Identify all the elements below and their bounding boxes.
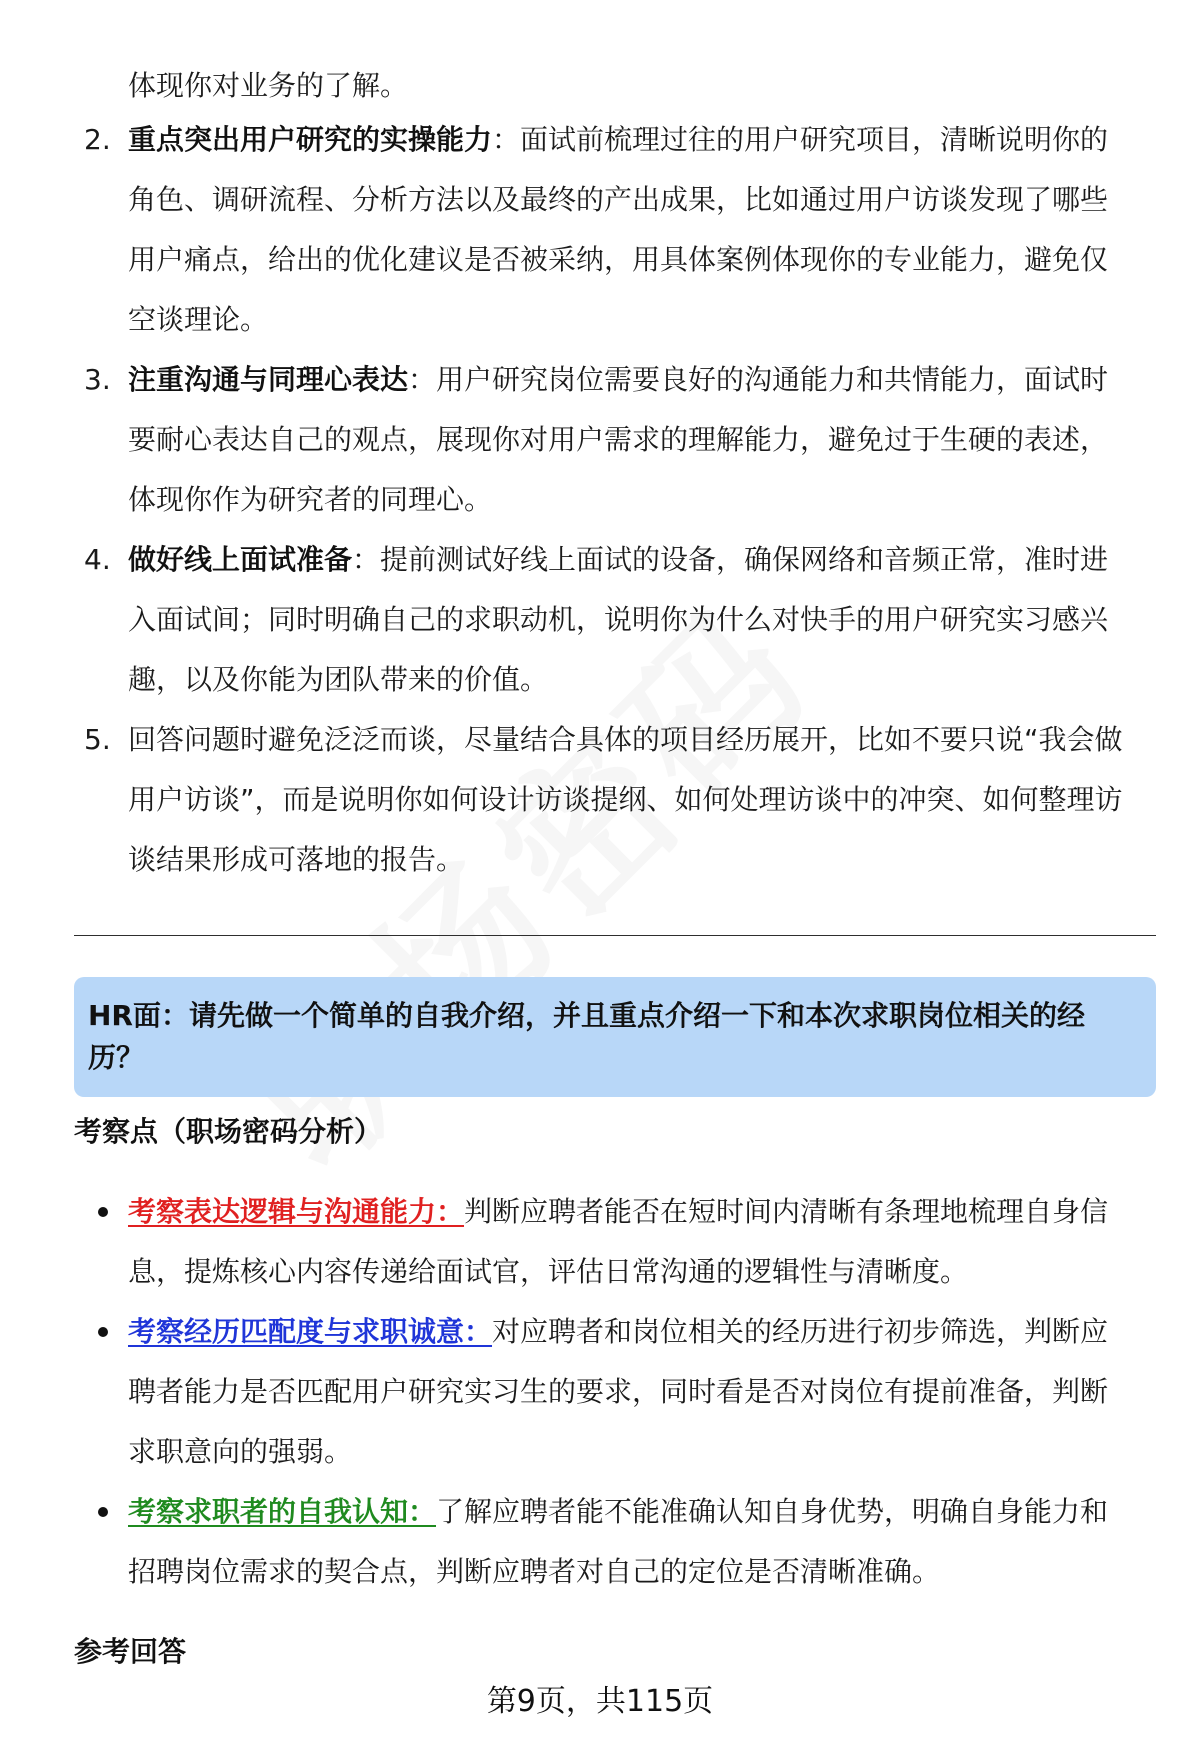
reference-answer-title: 参考回答 xyxy=(74,1635,187,1668)
assessment-item xyxy=(0,1302,1128,1482)
question-text: HR面：请先做一个简单的自我介绍，并且重点介绍一下和本次求职岗位相关的经历？ xyxy=(88,999,1085,1074)
list-item xyxy=(0,710,1128,890)
assessment-list xyxy=(0,1182,1200,1602)
list-item-text: ：面试前梳理过往的用户研究项目，清晰说明你的角色、调研流程、分析方法以及最终的产出成果，比如通过用户访谈发现了哪些用户痛点，给出的优化建议是否被采纳，用具体案例体现你的专业能力，避免仅空谈理论。 xyxy=(128,123,1109,336)
assessment-text: 对应聘者和岗位相关的经历进行初步筛选，判断应聘者能力是否匹配用户研究实习生的要求，同时看是否对岗位有提前准备，判断求职意向的强弱。 xyxy=(128,1315,1109,1468)
list-item xyxy=(0,530,1128,710)
list-item-text: ：用户研究岗位需要良好的沟通能力和共情能力，面试时要耐心表达自己的观点，展现你对用户需求的理解能力，避免过于生硬的表述，体现你作为研究者的同理心。 xyxy=(128,363,1109,516)
assessment-label: 考察经历匹配度与求职诚意： xyxy=(128,1315,493,1348)
section-divider xyxy=(74,935,1156,936)
assessment-item xyxy=(0,1482,1128,1602)
list-number: 5. xyxy=(84,723,111,756)
bullet-icon xyxy=(98,1207,108,1217)
assessment-item xyxy=(0,1182,1128,1302)
list-item-heading: 做好线上面试准备 xyxy=(128,543,353,576)
bullet-icon xyxy=(98,1327,108,1337)
list-number: 2. xyxy=(84,123,111,156)
continuation-text: 体现你对业务的了解。 xyxy=(128,69,409,102)
assessment-text: 了解应聘者能不能准确认知自身优势，明确自身能力和招聘岗位需求的契合点，判断应聘者对自己的定位是否清晰准确。 xyxy=(128,1495,1109,1588)
list-item-text: 回答问题时避免泛泛而谈，尽量结合具体的项目经历展开，比如不要只说“我会做用户访谈”，而是说明你如何设计访谈提纲、如何处理访谈中的冲突、如何整理访谈结果形成可落地的报告。 xyxy=(128,723,1123,876)
assessment-label: 考察表达逻辑与沟通能力： xyxy=(128,1195,465,1228)
list-item xyxy=(0,350,1128,530)
numbered-list xyxy=(0,110,1200,890)
list-item-heading: 重点突出用户研究的实操能力 xyxy=(128,123,493,156)
list-item-text: ：提前测试好线上面试的设备，确保网络和音频正常，准时进入面试间；同时明确自己的求职动机，说明你为什么对快手的用户研究实习感兴趣，以及你能为团队带来的价值。 xyxy=(128,543,1109,696)
assessment-text: 判断应聘者能否在短时间内清晰有条理地梳理自身信息，提炼核心内容传递给面试官，评估日常沟通的逻辑性与清晰度。 xyxy=(128,1195,1109,1288)
list-item-heading: 注重沟通与同理心表达 xyxy=(128,363,409,396)
bullet-icon xyxy=(98,1507,108,1517)
list-number: 3. xyxy=(84,363,111,396)
assessment-title: 考察点（职场密码分析） xyxy=(74,1115,383,1148)
list-item xyxy=(0,110,1128,350)
question-box xyxy=(74,977,1156,1097)
page-footer: 第9页，共115页 xyxy=(486,1684,714,1719)
list-number: 4. xyxy=(84,543,111,576)
assessment-label: 考察求职者的自我认知： xyxy=(128,1495,437,1528)
